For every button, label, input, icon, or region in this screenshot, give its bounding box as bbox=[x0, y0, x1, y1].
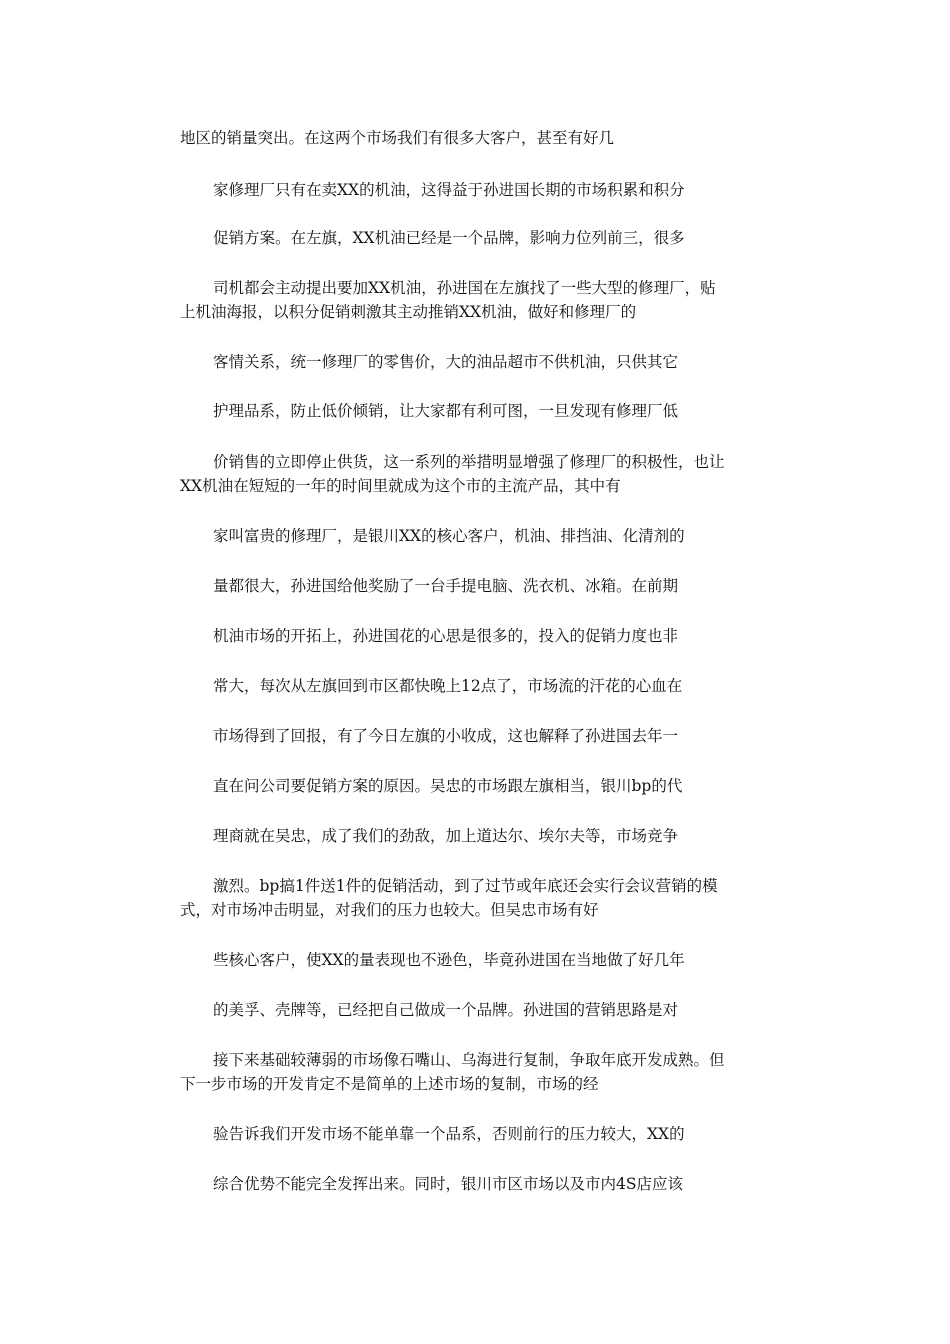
paragraph-line: 的美孚、壳牌等，已经把自己做成一个品牌。孙进国的营销思路是对 bbox=[213, 1001, 679, 1019]
paragraph-line: 些核心客户，使XX的量表现也不逊色，毕竟孙进国在当地做了好几年 bbox=[213, 951, 685, 969]
paragraph-line: 司机都会主动提出要加XX机油，孙进国在左旗找了一些大型的修理厂，贴 bbox=[213, 279, 716, 297]
paragraph-line: 家叫富贵的修理厂，是银川XX的核心客户，机油、排挡油、化清剂的 bbox=[213, 527, 685, 545]
paragraph-line: 上机油海报，以积分促销刺激其主动推销XX机油，做好和修理厂的 bbox=[180, 303, 637, 321]
paragraph-line: 直在问公司要促销方案的原因。吴忠的市场跟左旗相当，银川bp的代 bbox=[213, 777, 683, 795]
paragraph-line: 机油市场的开拓上，孙进国花的心思是很多的，投入的促销力度也非 bbox=[213, 627, 679, 645]
paragraph-line: 市场得到了回报，有了今日左旗的小收成，这也解释了孙进国去年一 bbox=[213, 727, 679, 745]
paragraph-line: 下一步市场的开发肯定不是简单的上述市场的复制，市场的经 bbox=[180, 1075, 599, 1093]
paragraph-line: 验告诉我们开发市场不能单靠一个品系，否则前行的压力较大，XX的 bbox=[213, 1125, 685, 1143]
paragraph-line: 客情关系，统一修理厂的零售价，大的油品超市不供机油，只供其它 bbox=[213, 353, 679, 371]
paragraph-line: 地区的销量突出。在这两个市场我们有很多大客户，甚至有好几 bbox=[180, 129, 615, 147]
paragraph-line: 式，对市场冲击明显，对我们的压力也较大。但吴忠市场有好 bbox=[180, 901, 599, 919]
paragraph-line: 价销售的立即停止供货，这一系列的举措明显增强了修理厂的积极性，也让 bbox=[213, 453, 725, 471]
paragraph-line: 护理品系，防止低价倾销，让大家都有利可图，一旦发现有修理厂低 bbox=[213, 402, 679, 420]
paragraph-line: 促销方案。在左旗，XX机油已经是一个品牌，影响力位列前三，很多 bbox=[213, 229, 685, 247]
paragraph-line: 综合优势不能完全发挥出来。同时，银川市区市场以及市内4S店应该 bbox=[213, 1175, 683, 1193]
paragraph-line: 常大，每次从左旗回到市区都快晚上12点了，市场流的汗花的心血在 bbox=[213, 677, 683, 695]
paragraph-line: 激烈。bp搞1件送1件的促销活动，到了过节或年底还会实行会议营销的模 bbox=[213, 877, 718, 895]
paragraph-line: 接下来基础较薄弱的市场像石嘴山、乌海进行复制，争取年底开发成熟。但 bbox=[213, 1051, 725, 1069]
paragraph-line: 理商就在吴忠，成了我们的劲敌，加上道达尔、埃尔夫等，市场竞争 bbox=[213, 827, 679, 845]
paragraph-line: XX机油在短短的一年的时间里就成为这个市的主流产品，其中有 bbox=[180, 477, 621, 495]
paragraph-line: 量都很大，孙进国给他奖励了一台手提电脑、洗衣机、冰箱。在前期 bbox=[213, 577, 679, 595]
paragraph-line: 家修理厂只有在卖XX的机油，这得益于孙进国长期的市场积累和积分 bbox=[213, 181, 685, 199]
